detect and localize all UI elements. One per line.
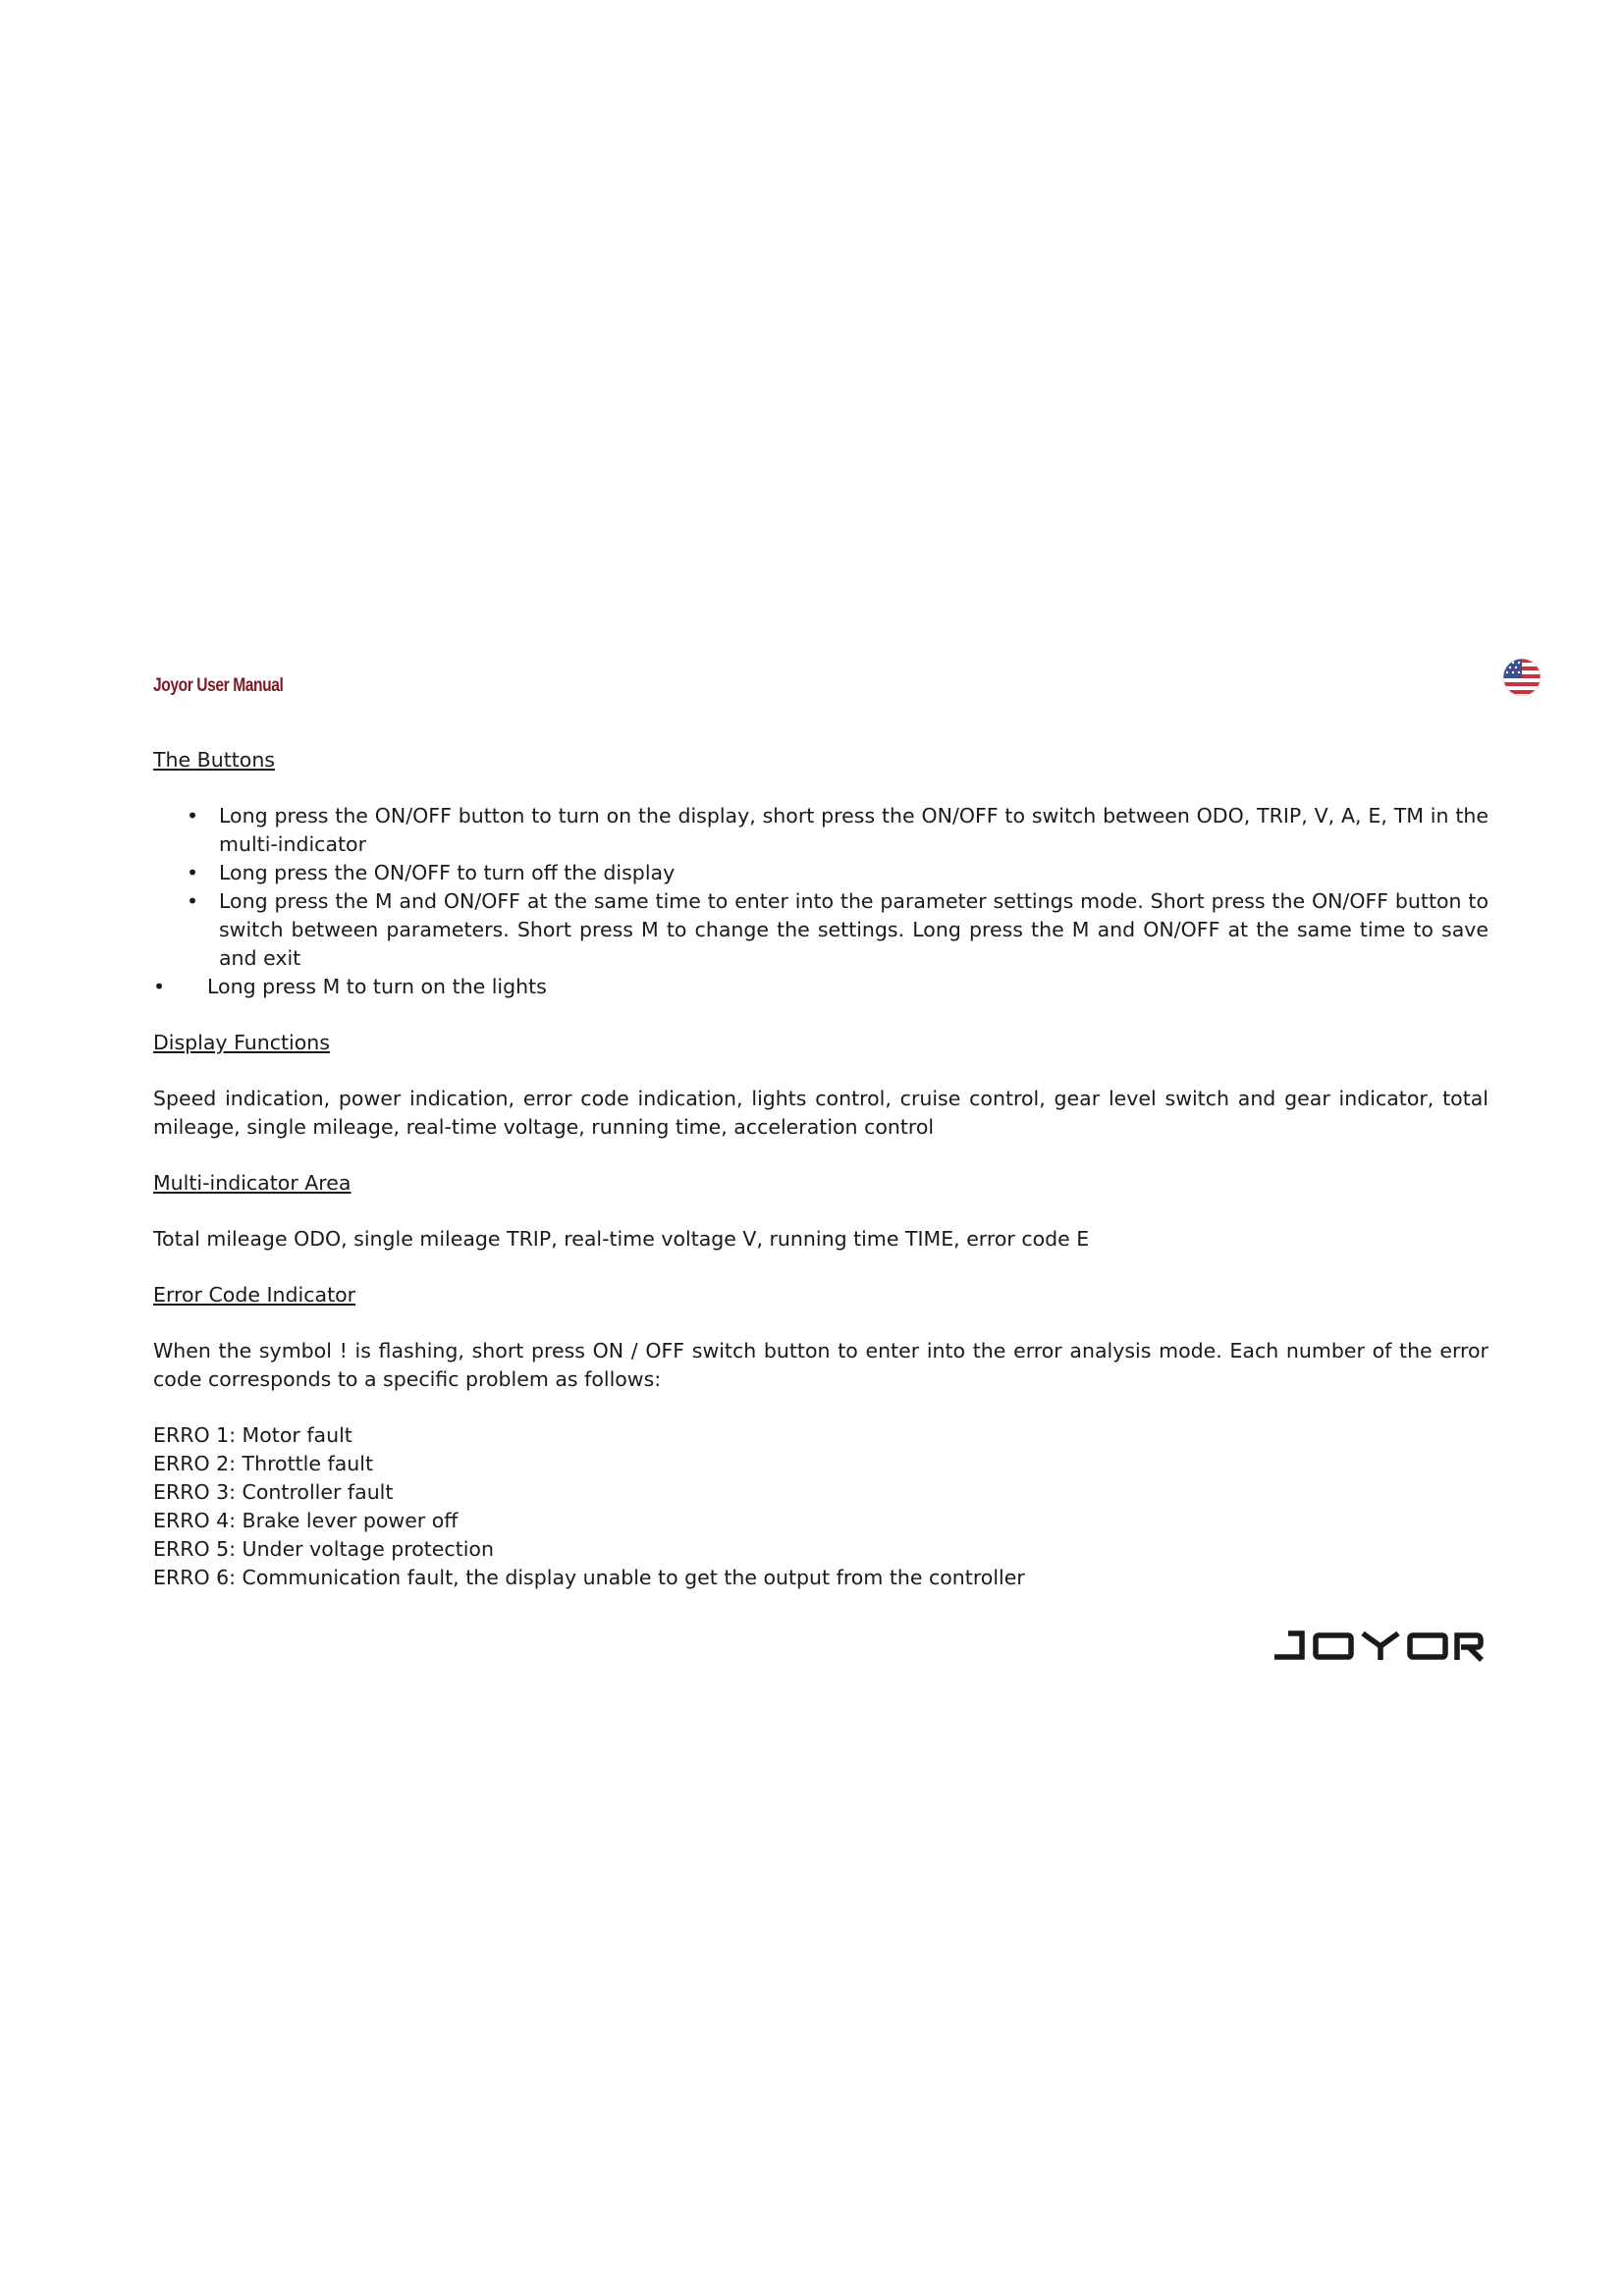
manual-title: Joyor User Manual <box>153 675 284 696</box>
bullet-icon: • <box>153 975 166 998</box>
list-item: • Long press the ON/OFF button to turn on the display, short press the ON/OFF to switch between ODO, TRIP, V, A, E, TM in the multi-indicator <box>187 804 1489 856</box>
manual-content <box>153 746 1489 1592</box>
bullet-icon: • <box>187 861 199 884</box>
bullet-icon: • <box>187 804 199 828</box>
section-heading-buttons: The Buttons <box>153 748 275 772</box>
list-item: • Long press the M and ON/OFF at the same time to enter into the parameter settings mode. Short press the ON/OFF button to switch between parameters. Short press M to change the settings. Long press the M and ON/OFF at the same time to save and exit <box>187 889 1489 970</box>
error-code-list <box>153 1421 1489 1592</box>
bullet-icon: • <box>187 889 199 913</box>
list-item: • Long press the ON/OFF to turn off the display <box>153 859 1489 887</box>
us-flag-icon[interactable] <box>1502 658 1542 697</box>
error-code-item: ERRO 5: Under voltage protection <box>153 1537 494 1561</box>
joyor-logo <box>1272 1629 1484 1663</box>
error-code-item: ERRO 3: Controller fault <box>153 1480 394 1504</box>
error-code-item: ERRO 4: Brake lever power off <box>153 1509 459 1532</box>
section-heading-error: Error Code Indicator <box>153 1283 356 1307</box>
error-code-item: ERRO 6: Communication fault, the display unable to get the output from the controller <box>153 1566 1025 1589</box>
section-heading-display: Display Functions <box>153 1031 330 1054</box>
multi-indicator-text: Total mileage ODO, single mileage TRIP, real-time voltage V, running time TIME, error code E <box>153 1227 1090 1251</box>
error-code-text: When the symbol ! is flashing, short press ON / OFF switch button to enter into the error analysis mode. Each number of the error code corresponds to a specific problem as follows: <box>153 1339 1489 1391</box>
buttons-list <box>153 802 1489 1001</box>
error-code-item: ERRO 2: Throttle fault <box>153 1452 373 1475</box>
section-heading-multi: Multi-indicator Area <box>153 1171 352 1195</box>
list-item: • Long press M to turn on the lights <box>153 973 1489 1001</box>
error-code-item: ERRO 1: Motor fault <box>153 1423 352 1447</box>
display-functions-text: Speed indication, power indication, error code indication, lights control, cruise control, gear level switch and gear indicator, total mileage, single mileage, real-time voltage, running time, acceleration control <box>153 1087 1489 1139</box>
